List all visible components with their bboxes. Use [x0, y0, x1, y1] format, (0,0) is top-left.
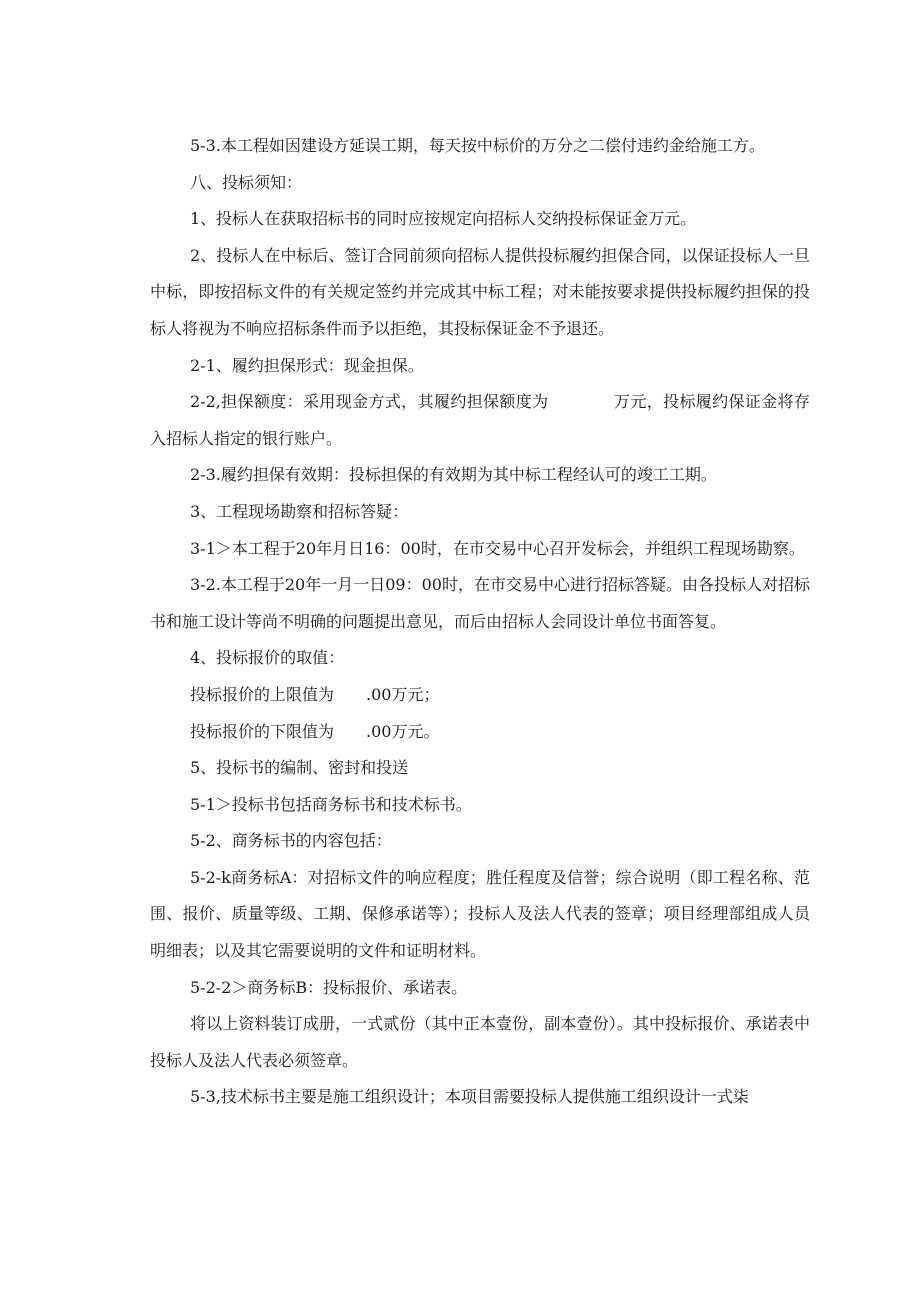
clause-2-performance-guarantee: 2、投标人在中标后、签订合同前须向招标人提供投标履约担保合同，以保证投标人一旦中标，即按招标文件的有关规定签约并完成其中标工程；对未能按要求提供投标履约担保的投标人将视为不响应招标条件而予以拒绝，其投标保证金不予退还。	[150, 245, 810, 338]
clause-bid-price-lower-limit: 投标报价的下限值为 .00万元。	[190, 721, 440, 741]
clause-5-2-commercial-contents: 5-2、商务标书的内容包括：	[190, 831, 392, 851]
clause-bid-price-upper-limit: 投标报价的上限值为 .00万元；	[190, 684, 440, 704]
clause-1-bid-bond: 1、投标人在获取招标书的同时应按规定向招标人交纳投标保证金万元。	[190, 209, 697, 229]
clause-2-1-guarantee-form: 2-1、履约担保形式：现金担保。	[190, 355, 424, 375]
clause-5-bid-document: 5、投标书的编制、密封和投送	[190, 758, 409, 778]
clause-5-3-delay-penalty: 5-3.本工程如因建设方延误工期，每天按中标价的万分之二偿付违约金给施工方。	[190, 136, 765, 155]
clause-3-site-survey: 3、工程现场勘察和招标答疑：	[190, 501, 409, 521]
clause-4-bid-price: 4、投标报价的取值：	[190, 648, 345, 668]
clause-3-2-clarification: 3-2.本工程于20年一月一日09：00时，在市交易中心进行招标答疑。由各投标人对招标书和施工设计等尚不明确的问题提出意见，而后由招标人会同设计单位书面答复。	[150, 575, 810, 631]
clause-5-1-bid-contents: 5-1＞投标书包括商务标书和技术标书。	[190, 794, 472, 814]
clause-binding-copies: 将以上资料装订成册，一式贰份（其中正本壹份，副本壹份）。其中投标报价、承诺表中投标人及法人代表必须签章。	[150, 1014, 810, 1070]
document-body	[150, 128, 810, 1116]
clause-5-3-technical-bid: 5-3,技术标书主要是施工组织设计；本项目需要投标人提供施工组织设计一式柒	[190, 1087, 749, 1107]
clause-2-3-guarantee-validity: 2-3.履约担保有效期：投标担保的有效期为其中标工程经认可的竣工工期。	[190, 465, 717, 485]
section-heading-bidding-notice: 八、投标须知：	[190, 172, 303, 192]
clause-3-1-bid-meeting: 3-1＞本工程于20年月日16：00时，在市交易中心召开发标会，并组织工程现场勘察。	[190, 538, 805, 558]
clause-5-2-2-commercial-b: 5-2-2＞商务标B：投标报价、承诺表。	[190, 977, 468, 997]
clause-2-2-guarantee-amount: 2-2,担保额度：采用现金方式，其履约担保额度为 万元，投标履约保证金将存入招标人指定的银行账户。	[150, 392, 810, 448]
clause-5-2-1-commercial-a: 5-2-k商务标A：对招标文件的响应程度；胜任程度及信誉；综合说明（即工程名称、范围、报价、质量等级、工期、保修承诺等）；投标人及法人代表的签章；项目经理部组成人员明细表；以及其它需要说明的文件和证明材料。	[150, 867, 810, 961]
